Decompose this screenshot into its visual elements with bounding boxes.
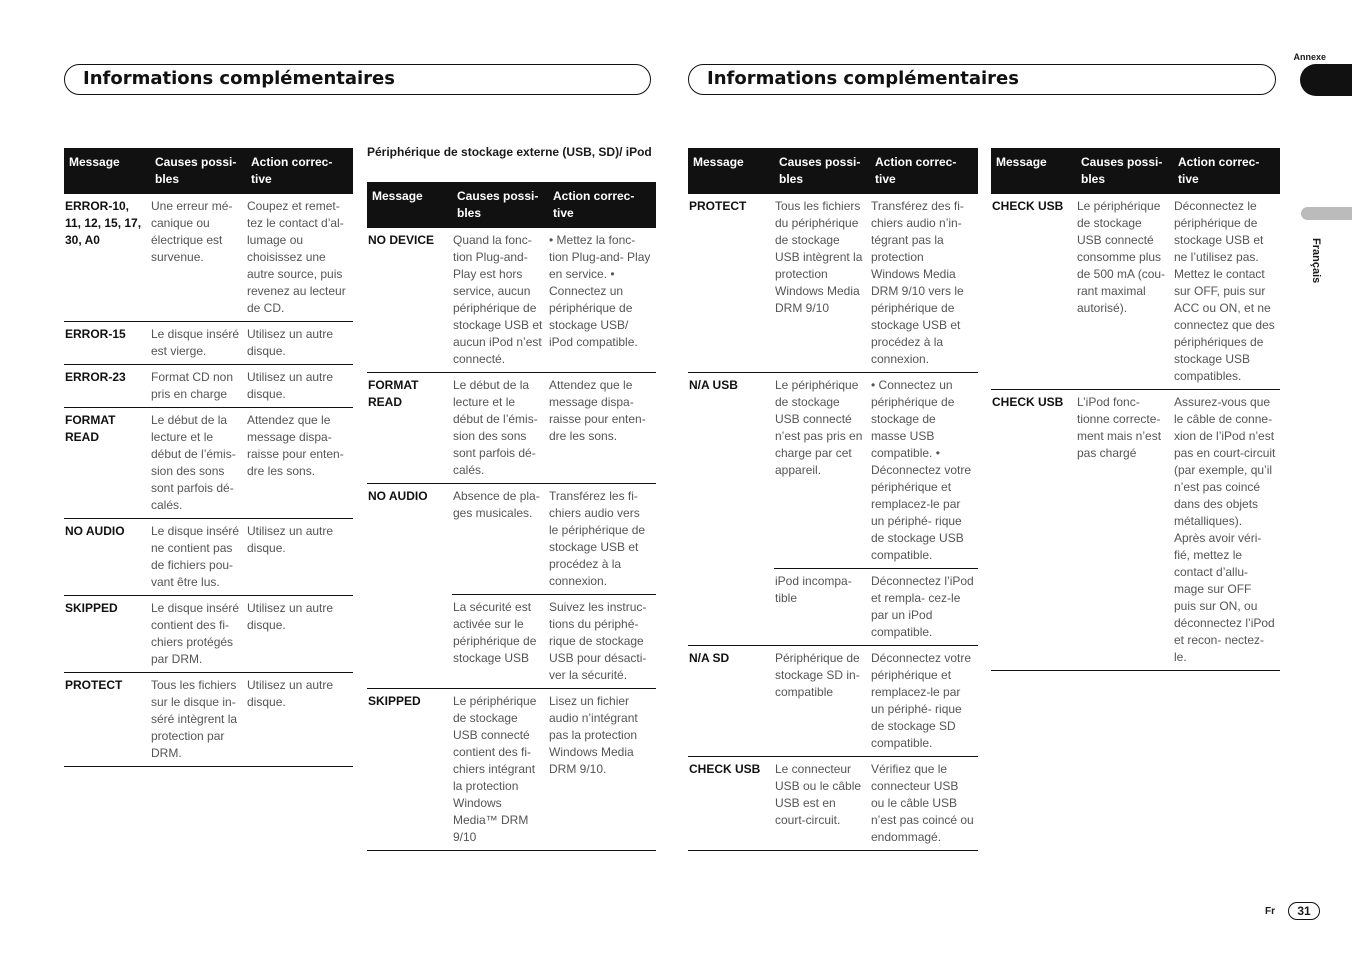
action-cell: Utilisez un autre disque.	[246, 322, 353, 365]
message-cell: PROTECT	[64, 673, 150, 767]
cause-cell: Le disque inséré est vierge.	[150, 322, 246, 365]
cause-cell: Le périphérique de stockage USB connecté n’est pas pris en charge par cet appareil.	[775, 378, 863, 477]
table-row	[64, 519, 353, 596]
table-row	[991, 194, 1280, 390]
cause-cell: Le disque inséré contient des fi- chiers protégés par DRM.	[150, 596, 246, 673]
cause-cell: Format CD non pris en charge	[150, 365, 246, 408]
message-cell: SKIPPED	[64, 596, 150, 673]
action-cell: • Mettez la fonc- tion Plug-and- Play en service. • Connectez un périphérique de stockage USB/ iPod compatible.	[548, 228, 656, 373]
cause-cell: Le début de la lecture et le début de l’émis- sion des sons sont parfois dé- calés.	[452, 373, 548, 484]
message-cell: ERROR-23	[64, 365, 150, 408]
col-action: Action correc- tive	[1173, 148, 1280, 194]
message-cell: FORMAT READ	[367, 373, 452, 484]
message-cell	[688, 569, 774, 646]
cause-cell: iPod incompa- tible	[774, 569, 870, 646]
table-row	[64, 408, 353, 519]
action-cell: Transférez les fi- chiers audio vers le périphérique de stockage USB et procédez à la connexion.	[549, 489, 646, 588]
cause-cell: Le périphérique de stockage USB connecté consomme plus de 500 mA (cou- rant maximal autorisé).	[1076, 194, 1173, 390]
action-cell: Vérifiez que le connecteur USB ou le câble USB n’est pas coincé ou endommagé.	[870, 757, 978, 851]
cause-cell: La sécurité est activée sur le périphérique de stockage USB	[452, 595, 548, 689]
annex-tab	[1300, 64, 1352, 96]
action-cell: Déconnectez le périphérique de stockage USB et ne l’utilisez pas. Mettez le contact sur OFF, puis sur ACC ou ON, et ne connectez que des périphériques de stockage USB compatibles.	[1173, 194, 1280, 390]
table-row	[64, 322, 353, 365]
cause-cell: Tous les fichiers sur le disque in- séré intègrent la protection par DRM.	[150, 673, 246, 767]
language-tab	[1301, 207, 1352, 220]
cause-cell: Absence de pla- ges musicales.	[453, 489, 540, 520]
action-cell: Coupez et remet- tez le contact d’al- lumage ou choisissez une autre source, puis revenez au lecteur de CD.	[246, 194, 353, 322]
table-row	[688, 194, 978, 373]
message-cell: NO DEVICE	[367, 228, 452, 373]
table-row	[688, 569, 978, 646]
message-cell: N/A SD	[688, 646, 774, 757]
action-cell: Utilisez un autre disque.	[246, 365, 353, 408]
col-causes: Causes possi- bles	[1076, 148, 1173, 194]
col-causes: Causes possi- bles	[150, 148, 246, 194]
cause-cell: L’iPod fonc- tionne correcte- ment mais n’est pas chargé	[1076, 390, 1173, 671]
col-message: Message	[688, 148, 774, 194]
table-row	[64, 596, 353, 673]
col-message: Message	[64, 148, 150, 194]
action-cell: Lisez un fichier audio n’intégrant pas la protection Windows Media DRM 9/10.	[548, 689, 656, 851]
action-cell: Utilisez un autre disque.	[246, 519, 353, 596]
language-label: Français	[1310, 238, 1322, 284]
action-cell: Utilisez un autre disque.	[246, 673, 353, 767]
action-cell: Transférez des fi- chiers audio n’in- tégrant pas la protection Windows Media DRM 9/10 vers le périphérique de stockage USB et procédez à la connexion.	[870, 194, 978, 373]
action-cell: Attendez que le message dispa- raisse pour enten- dre les sons.	[548, 373, 656, 484]
col-message: Message	[367, 182, 452, 228]
table-row	[64, 365, 353, 408]
table-usb-errors-3	[991, 148, 1280, 671]
cause-cell: Périphérique de stockage SD in- compatible	[774, 646, 870, 757]
cause-cell: Quand la fonc- tion Plug-and- Play est hors service, aucun périphérique de stockage USB et aucun iPod n’est connecté.	[452, 228, 548, 373]
table-row	[688, 373, 978, 569]
table-row	[991, 390, 1280, 671]
message-cell: SKIPPED	[367, 689, 452, 851]
table-row	[367, 484, 656, 595]
table-row	[367, 228, 656, 373]
message-cell: NO AUDIO	[368, 489, 428, 503]
cause-cell: Tous les fichiers du périphérique de stockage USB intègrent la protection Windows Media DRM 9/10	[774, 194, 870, 373]
table-row	[688, 646, 978, 757]
action-cell: • Connectez un périphérique de stockage de masse USB compatible. • Déconnectez votre périphérique et remplacez-le par un périphé- rique de stockage USB compatible.	[871, 378, 972, 562]
table-row	[367, 373, 656, 484]
message-cell: NO AUDIO	[64, 519, 150, 596]
section-title-left: Informations complémentaires	[64, 64, 651, 95]
cause-cell: Le connecteur USB ou le câble USB est en court-circuit.	[774, 757, 870, 851]
table-row	[688, 757, 978, 851]
table-row	[64, 194, 353, 322]
col-message: Message	[991, 148, 1076, 194]
message-cell: PROTECT	[688, 194, 774, 373]
message-cell	[367, 595, 452, 689]
section-title-right: Informations complémentaires	[688, 64, 1276, 95]
message-cell: CHECK USB	[991, 390, 1076, 671]
cause-cell: Le périphérique de stockage USB connecté contient des fi- chiers intégrant la protection Windows Media™ DRM 9/10	[452, 689, 548, 851]
action-cell: Attendez que le message dispa- raisse pour enten- dre les sons.	[246, 408, 353, 519]
col-action: Action correc- tive	[870, 148, 978, 194]
table2-caption: Périphérique de stockage externe (USB, SD)/ iPod	[367, 145, 652, 159]
table-row	[367, 689, 656, 851]
message-cell: N/A USB	[689, 378, 738, 392]
message-cell: CHECK USB	[991, 194, 1076, 390]
cause-cell: Une erreur mé- canique ou électrique est survenue.	[150, 194, 246, 322]
message-cell: ERROR-15	[64, 322, 150, 365]
action-cell: Assurez-vous que le câble de conne- xion de l’iPod n’est pas en court-circuit (par exemple, qu’il n’est pas coincé dans des objets métalliques). Après avoir véri- fié, mettez le contact d’allu- mage sur OFF puis sur ON, ou déconnectez l’iPod et recon- nectez-le.	[1173, 390, 1280, 671]
action-cell: Déconnectez votre périphérique et remplacez-le par un périphé- rique de stockage SD compatible.	[870, 646, 978, 757]
annex-label: Annexe	[1293, 52, 1326, 62]
table-row	[64, 673, 353, 767]
action-cell: Déconnectez l’iPod et rempla- cez-le par un iPod compatible.	[870, 569, 978, 646]
message-cell: CHECK USB	[688, 757, 774, 851]
cause-cell: Le début de la lecture et le début de l’émis- sion des sons sont parfois dé- calés.	[150, 408, 246, 519]
col-action: Action correc- tive	[548, 182, 656, 228]
col-causes: Causes possi- bles	[774, 148, 870, 194]
cause-cell: Le disque inséré ne contient pas de fichiers pou- vant être lus.	[150, 519, 246, 596]
message-cell: ERROR-10, 11, 12, 15, 17, 30, A0	[64, 194, 150, 322]
table-usb-errors-2	[688, 148, 978, 851]
col-action: Action correc- tive	[246, 148, 353, 194]
footer-language: Fr	[1265, 906, 1275, 917]
page-number: 31	[1288, 902, 1320, 920]
action-cell: Utilisez un autre disque.	[246, 596, 353, 673]
table-usb-errors-1	[367, 182, 656, 851]
table-row	[367, 595, 656, 689]
table-disc-errors	[64, 148, 353, 767]
message-cell: FORMAT READ	[64, 408, 150, 519]
action-cell: Suivez les instruc- tions du périphé- rique de stockage USB pour désacti- ver la sécurité.	[548, 595, 656, 689]
col-causes: Causes possi- bles	[452, 182, 548, 228]
